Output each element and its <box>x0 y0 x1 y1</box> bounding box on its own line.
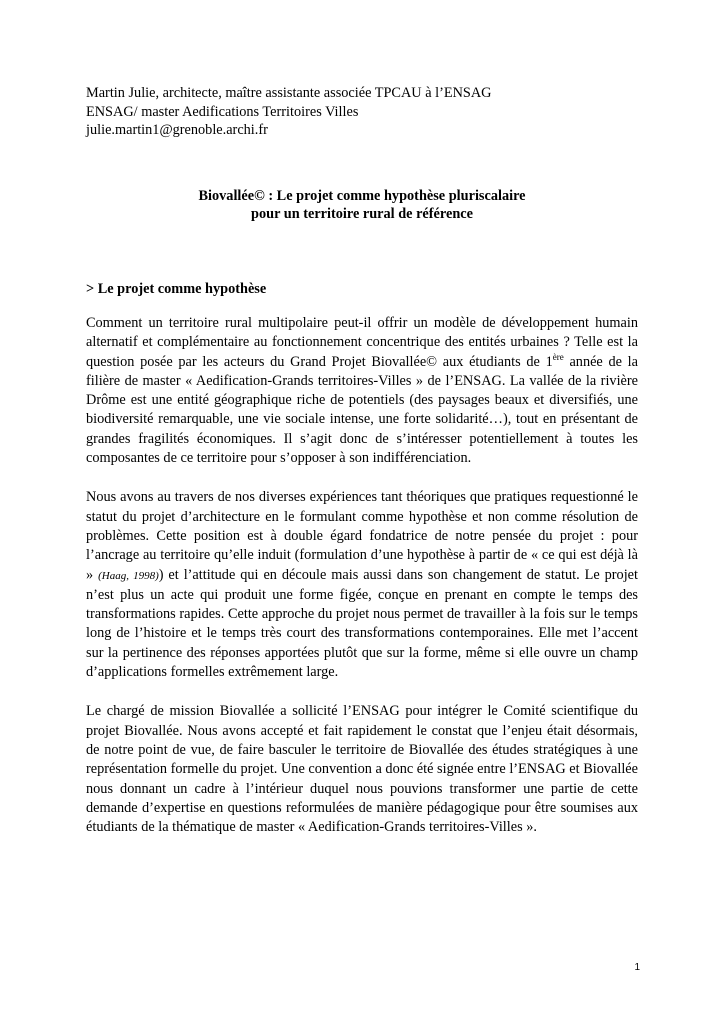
paragraph-3: Le chargé de mission Biovallée a sollicité l’ENSAG pour intégrer le Comité scientifique du projet Biovallée. Nous avons accepté et fait rapidement le constat que l’enjeu était désormais, de notre point de vue, de faire basculer le territoire de Biovallée des études stratégiques à une représentation formelle du projet. Une convention a donc été signée entre l’ENSAG et Biovallée nous donnant un cadre à l’intérieur duquel nous pouvions transformer une partie de cette demande d’expertise en questions reformulées de manière pédagogique pour être soumises aux étudiants de la thématique de master « Aedification-Grands territoires-Villes ». <box>86 703 638 836</box>
author-program: ENSAG/ master Aedifications Territoires Villes <box>86 103 359 120</box>
paragraph-2-text-a: Nous avons au travers de nos diverses expériences tant théoriques que pratiques requestionné le statut du projet d’architecture en le formulant comme hypothèse et non comme résolution de problèmes. Cette position est à double égard fondatrice de notre pensée du projet : pour l’ancrage au territoire qu’elle induit (formulation d’une hypothèse à partir de « ce qui est déjà là » <box>86 489 638 583</box>
section-heading: > Le projet comme hypothèse <box>86 280 267 297</box>
ordinal-superscript: ère <box>552 351 564 362</box>
citation: (Haag, 1998) <box>98 569 159 582</box>
title-line-2: pour un territoire rural de référence <box>251 206 473 222</box>
document-page <box>86 84 638 837</box>
page-number: 1 <box>634 962 640 973</box>
paragraph-1-text-b: année de la filière de master « Aedification-Grands territoires-Villes » de l’ENSAG. La vallée de la rivière Drôme est une entité géographique riche de potentiels (des paysages beaux et diversifiés, une biodiversité remarquable, une vie sociale intense, une forte solidarité…), tout en présentant de grandes fragilités économiques. Il s’agit donc de s’intéresser potentiellement à toutes les composantes de ce territoire pour s’opposer à son indifférenciation. <box>86 353 638 467</box>
author-affiliation: Martin Julie, architecte, maître assistante associée TPCAU à l’ENSAG <box>86 85 492 101</box>
author-email: julie.martin1@grenoble.archi.fr <box>86 122 268 138</box>
author-block <box>86 84 638 140</box>
paragraph-1-text-a: Comment un territoire rural multipolaire peut-il offrir un modèle de développement humain alternatif et complémentaire au fonctionnement concentrique des entités urbaines ? Telle est la question posée par les acteurs du Grand Projet Biovallée© aux étudiants de 1 <box>86 315 638 370</box>
paragraph-2 <box>86 488 638 682</box>
paragraph-2-text-b: ) et l’attitude qui en découle mais aussi dans son changement de statut. Le projet n’est plus un acte qui produit une forme figée, conçue en prenant en compte le temps des transformations rapides. Cette approche du projet nous permet de travailler à la fois sur le temps long de l’histoire et le temps très court des transformations contemporaines. Elle met l’accent sur la pertinence des réponses apportées plutôt que sur la forme, même si elle ouvre un champ d’applications formelles extrêmement large. <box>86 566 638 681</box>
title-line-1: Biovallée© : Le projet comme hypothèse pluriscalaire <box>198 187 526 204</box>
document-title <box>86 187 638 224</box>
paragraph-1 <box>86 314 638 468</box>
